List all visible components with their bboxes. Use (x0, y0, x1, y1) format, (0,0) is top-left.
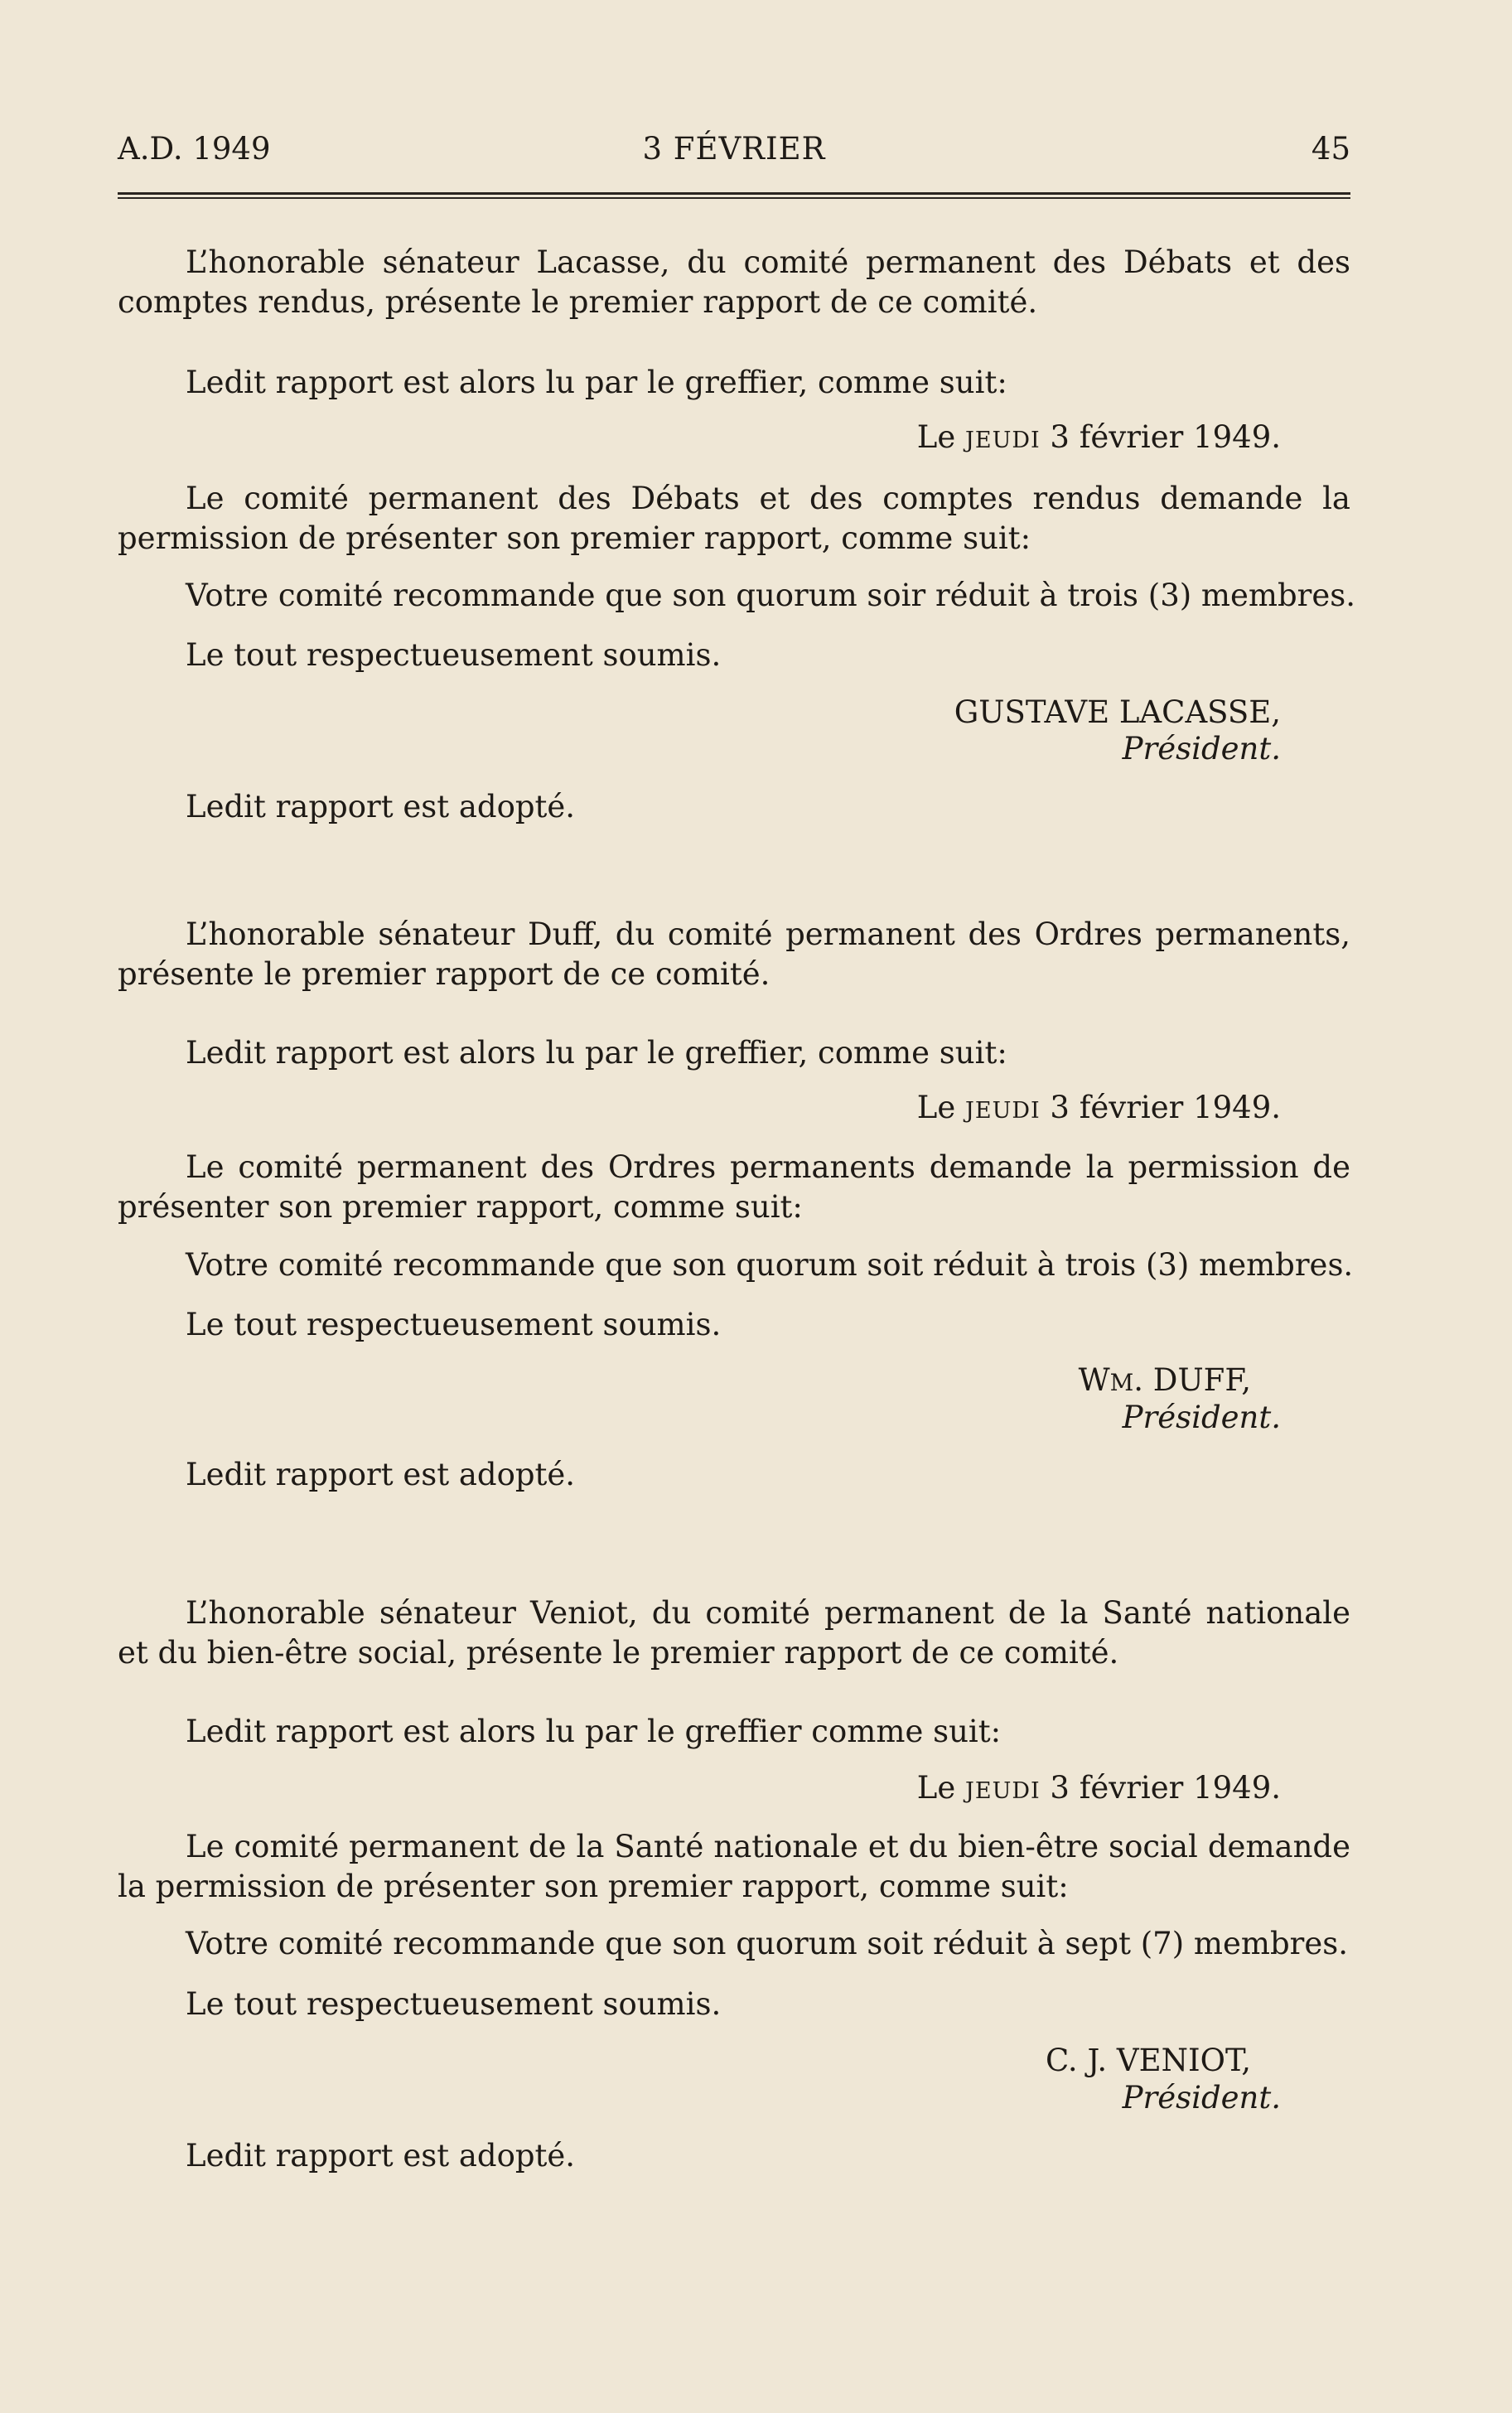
section-3-closing: Le tout respectueusement soumis. (186, 1986, 722, 2022)
header-rule (118, 192, 1350, 199)
section-3-recommendation: Votre comité recommande que son quorum soit réduit à sept (7) membres. (186, 1926, 1348, 1961)
section-3-date: Le JEUDI 3 février 1949. (916, 1770, 1281, 1806)
section-2-recommendation: Votre comité recommande que son quorum soit réduit à trois (3) membres. (186, 1247, 1354, 1283)
section-2-request: Le comité permanent des Ordres permanents demande la permission de présenter son premier rapport, comme suit: (118, 1149, 1350, 1225)
section-3-intro: L’honorable sénateur Veniot, du comité permanent de la Santé nationale et du bien-être social, présente le premier rapport de ce comité. (118, 1595, 1350, 1671)
section-1-signature-title: Président. (1122, 731, 1281, 766)
section-2-closing: Le tout respectueusement soumis. (186, 1307, 722, 1342)
section-2-signature-title: Président. (1122, 1400, 1281, 1435)
document-page (118, 0, 1356, 2413)
section-3-signature: C. J. VENIOT, (1045, 2043, 1251, 2078)
page-number: 45 (1311, 131, 1350, 167)
running-header (118, 131, 1350, 172)
section-1-request: Le comité permanent des Débats et des comptes rendus demande la permission de présenter son premier rapport, comme suit: (118, 481, 1350, 556)
section-1-signature: GUSTAVE LACASSE, (954, 694, 1281, 730)
section-2-adopted: Ledit rapport est adopté. (186, 1457, 576, 1492)
header-year: A.D. 1949 (118, 131, 271, 167)
header-date: 3 FÉVRIER (642, 131, 826, 167)
section-1-read: Ledit rapport est alors lu par le greffier, comme suit: (186, 365, 1007, 400)
section-1-recommendation: Votre comité recommande que son quorum soir réduit à trois (3) membres. (186, 578, 1356, 613)
section-2-signature: WM. DUFF, (1078, 1362, 1251, 1398)
section-2-date: Le JEUDI 3 février 1949. (916, 1090, 1281, 1125)
section-1-closing: Le tout respectueusement soumis. (186, 637, 722, 673)
section-2-read: Ledit rapport est alors lu par le greffier, comme suit: (186, 1035, 1007, 1071)
section-3-adopted: Ledit rapport est adopté. (186, 2138, 576, 2174)
section-1-date: Le JEUDI 3 février 1949. (916, 419, 1281, 455)
section-3-read: Ledit rapport est alors lu par le greffier comme suit: (186, 1714, 1002, 1749)
section-1-intro: L’honorable sénateur Lacasse, du comité permanent des Débats et des comptes rendus, présente le premier rapport de ce comité. (118, 244, 1350, 320)
section-3-request: Le comité permanent de la Santé nationale et du bien-être social demande la permission de présenter son premier rapport, comme suit: (118, 1829, 1350, 1904)
section-3-signature-title: Président. (1122, 2080, 1281, 2116)
section-1-adopted: Ledit rapport est adopté. (186, 789, 576, 824)
section-2-intro: L’honorable sénateur Duff, du comité permanent des Ordres permanents, présente le premier rapport de ce comité. (118, 916, 1350, 992)
